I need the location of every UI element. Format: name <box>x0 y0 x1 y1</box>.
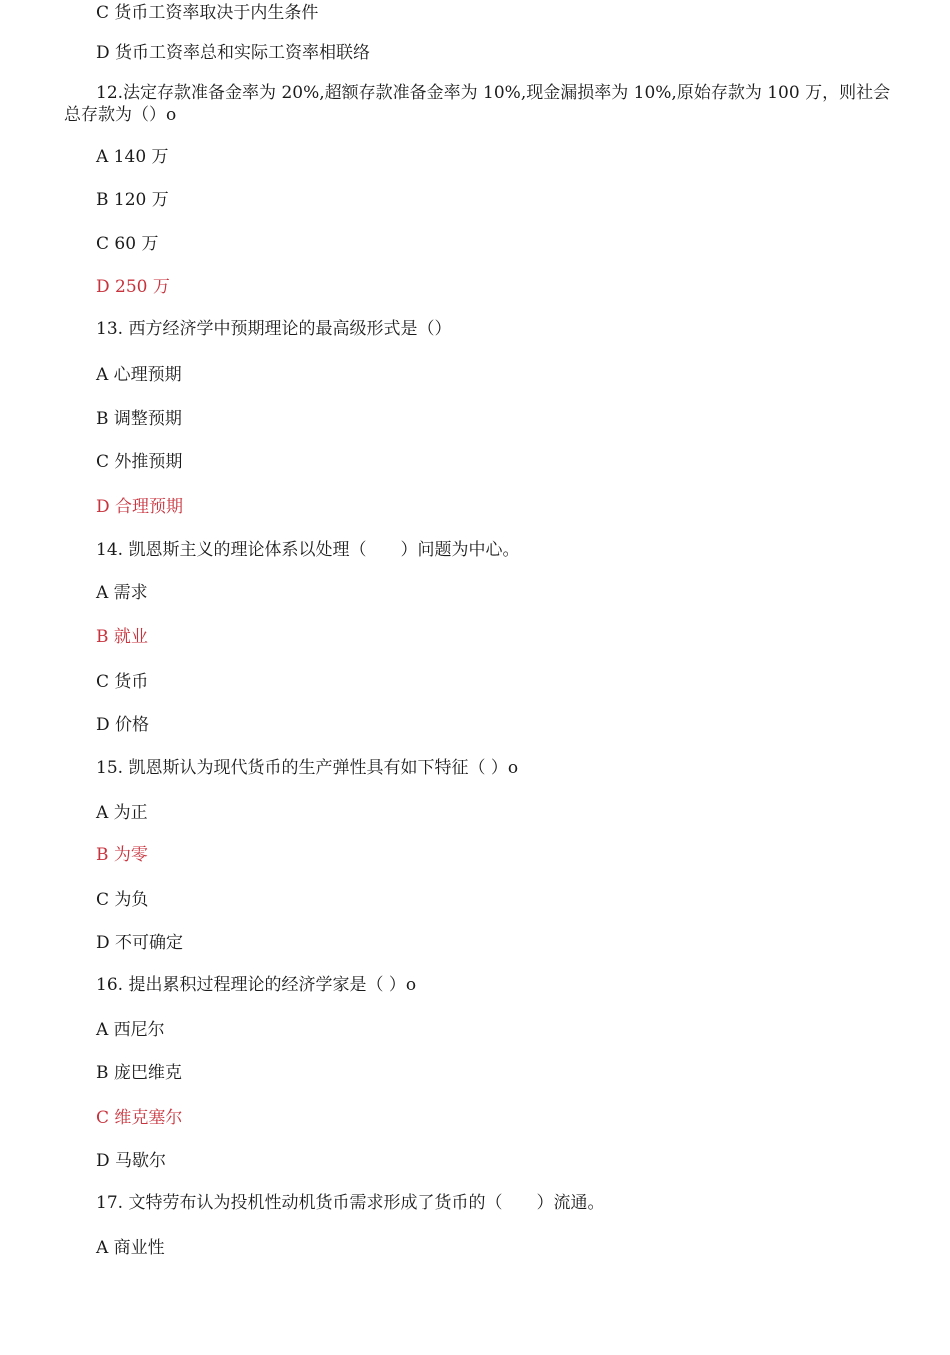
option-a-q12: A 140 万 <box>96 147 169 167</box>
option-a-q13: A 心理预期 <box>96 365 182 385</box>
option-d-q15: D 不可确定 <box>96 933 184 953</box>
option-d-q13-answer: D 合理预期 <box>96 497 184 517</box>
option-c-q14: C 货币 <box>96 672 149 692</box>
option-a-q17: A 商业性 <box>96 1238 165 1258</box>
option-b-q12: B 120 万 <box>96 190 169 210</box>
option-b-q14-answer: B 就业 <box>96 627 148 647</box>
question-12: 12.法定存款准备金率为 20%,超额存款准备金率为 10%,现金漏损率为 10%,原始存款为 100 万，则社会总存款为（）o <box>64 83 891 125</box>
question-15: 15. 凯恩斯认为现代货币的生产弹性具有如下特征（ ）o <box>96 758 519 778</box>
option-d-q16: D 马歇尔 <box>96 1151 167 1171</box>
question-16: 16. 提出累积过程理论的经济学家是（ ）o <box>96 975 417 995</box>
question-17: 17. 文特劳布认为投机性动机货币需求形成了货币的（ ）流通。 <box>96 1193 605 1213</box>
option-c-q12: C 60 万 <box>96 234 159 254</box>
option-a-q16: A 西尼尔 <box>96 1020 165 1040</box>
option-c-q11: C 货币工资率取决于内生条件 <box>96 3 319 23</box>
option-a-q15: A 为正 <box>96 803 148 823</box>
option-d-q12-answer: D 250 万 <box>96 277 170 297</box>
option-d-q14: D 价格 <box>96 715 150 735</box>
option-d-q11: D 货币工资率总和实际工资率相联络 <box>96 43 371 63</box>
option-a-q14: A 需求 <box>96 583 148 603</box>
question-14: 14. 凯恩斯主义的理论体系以处理（ ）问题为中心。 <box>96 540 520 560</box>
option-c-q13: C 外推预期 <box>96 452 183 472</box>
option-c-q16-answer: C 维克塞尔 <box>96 1108 183 1128</box>
question-13: 13. 西方经济学中预期理论的最高级形式是（） <box>96 319 452 339</box>
option-b-q16: B 庞巴维克 <box>96 1063 182 1083</box>
option-b-q15-answer: B 为零 <box>96 845 148 865</box>
option-c-q15: C 为负 <box>96 890 149 910</box>
option-b-q13: B 调整预期 <box>96 409 182 429</box>
